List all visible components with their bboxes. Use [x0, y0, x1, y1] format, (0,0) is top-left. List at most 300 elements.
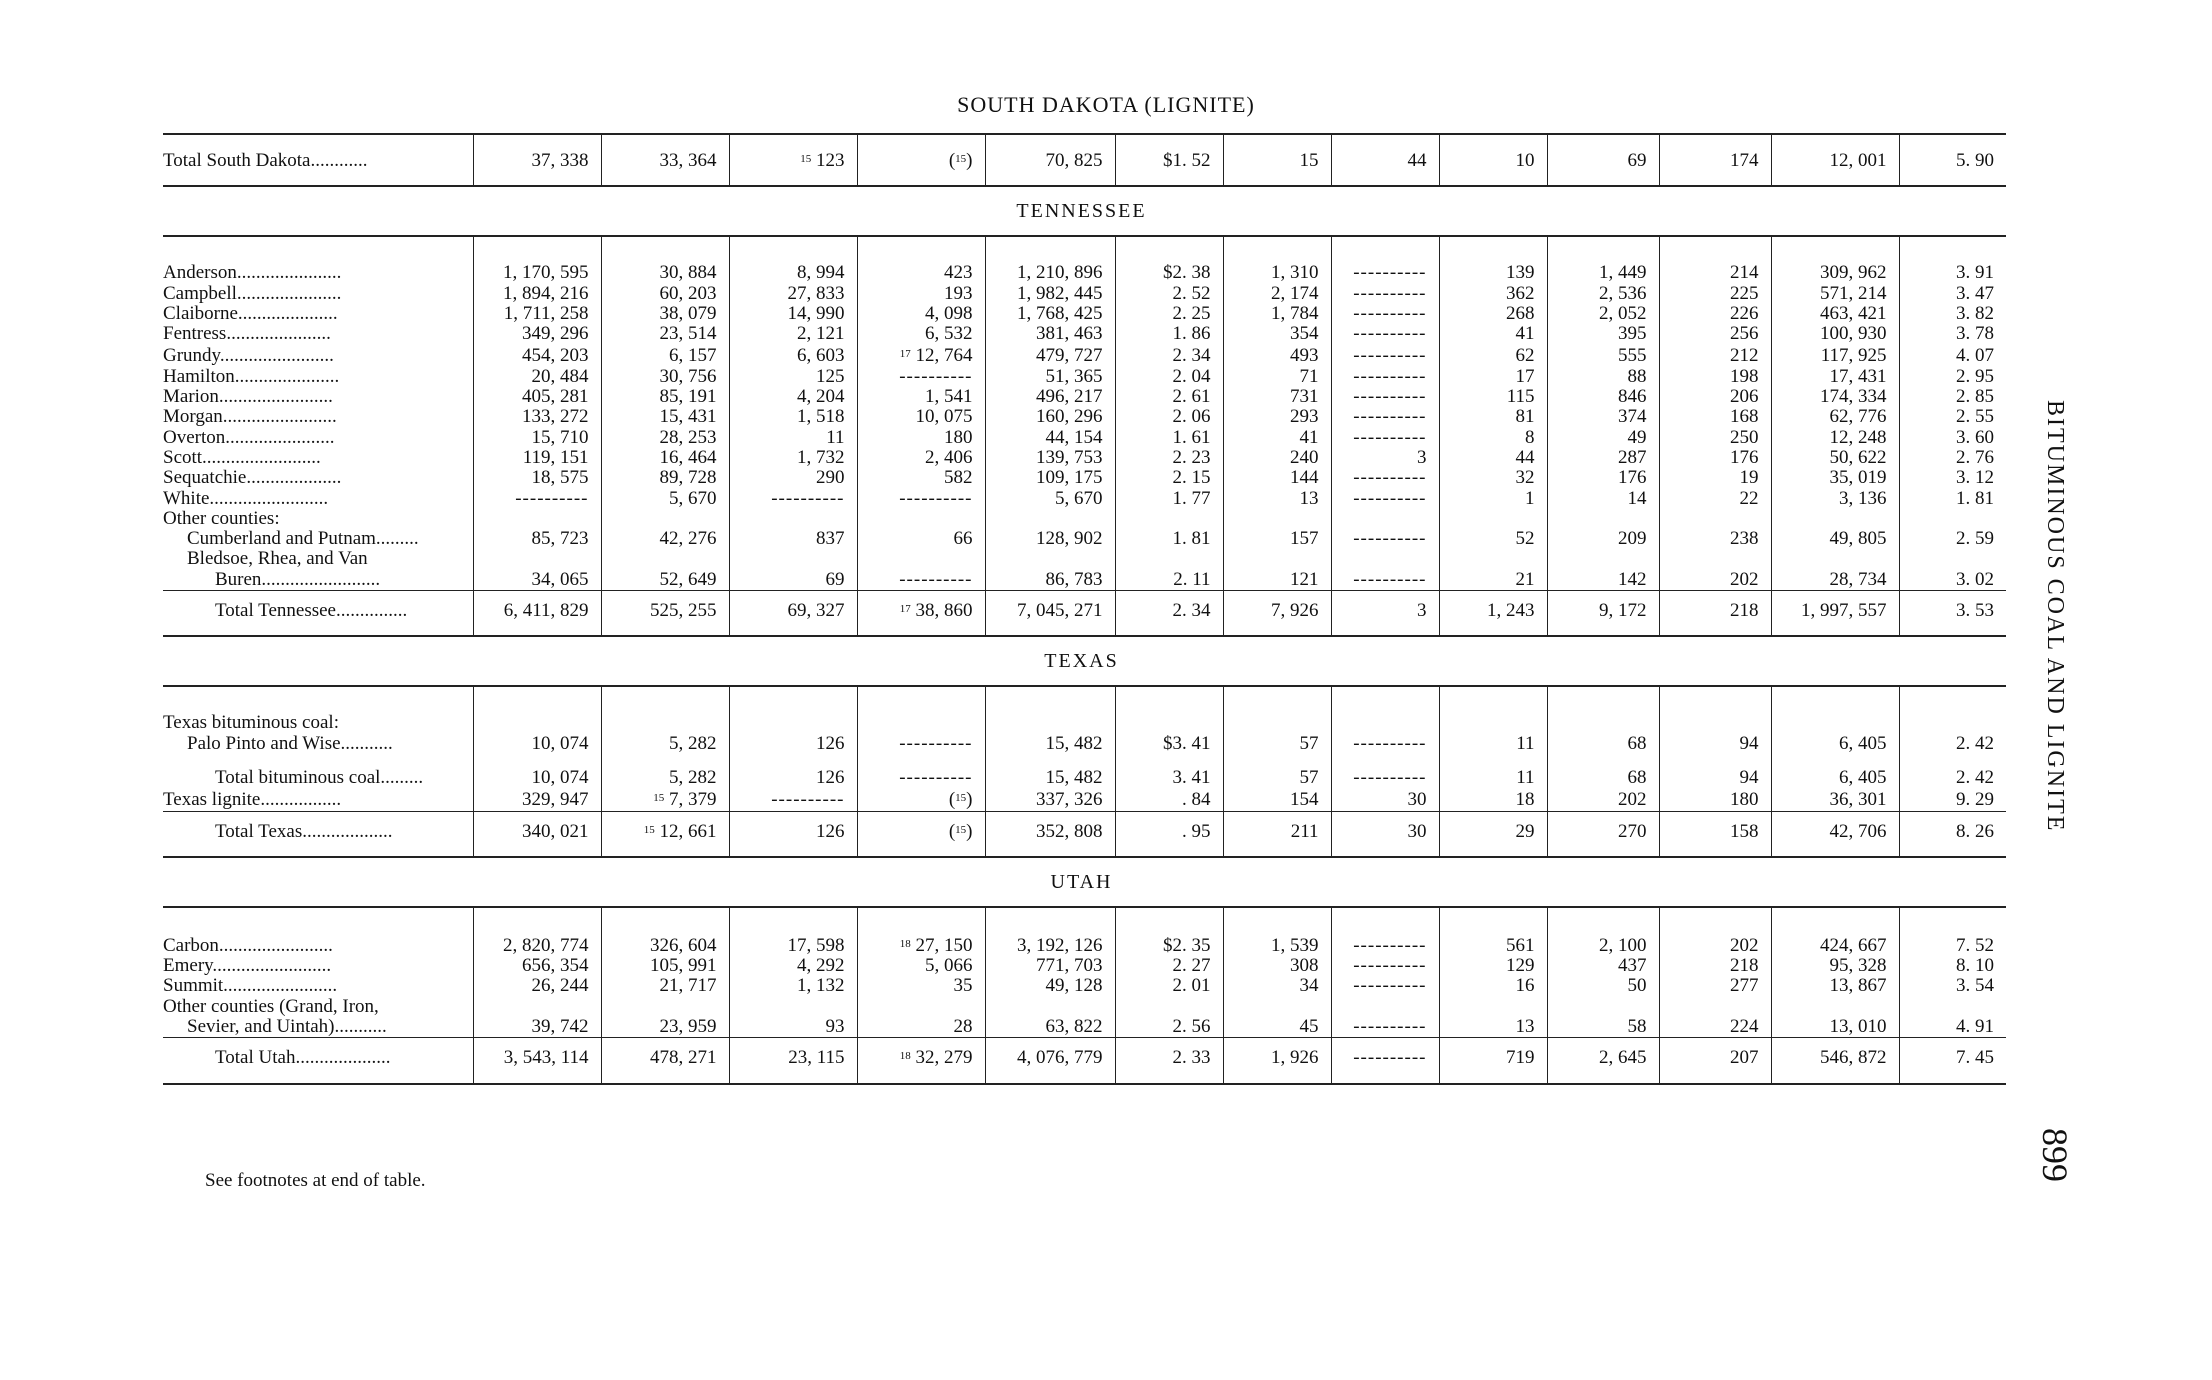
table-cell	[1547, 509, 1659, 529]
table-cell: 352, 808	[985, 811, 1115, 857]
table-cell: ----------	[1331, 956, 1439, 976]
table-cell: 33, 364	[601, 134, 729, 186]
table-cell: 154	[1223, 788, 1331, 811]
row-label: Claiborne.....................	[163, 302, 338, 324]
table-cell: 144	[1223, 468, 1331, 488]
table-cell: 26, 244	[473, 976, 601, 996]
table-cell: 555	[1547, 344, 1659, 366]
table-cell	[1899, 997, 2006, 1017]
table-cell	[1547, 686, 1659, 733]
table-cell: 14, 990	[729, 304, 857, 324]
table-cell: 93	[729, 1017, 857, 1038]
table-cell: 70, 825	[985, 134, 1115, 186]
table-cell	[1439, 686, 1547, 733]
table-row	[163, 788, 2006, 811]
table-cell: 8. 10	[1899, 956, 2006, 976]
row-label: Bledsoe, Rhea, and Van	[187, 548, 368, 570]
table-cell: 496, 217	[985, 387, 1115, 407]
table-cell	[473, 686, 601, 733]
table-cell: ----------	[1331, 387, 1439, 407]
row-label: Morgan........................	[163, 406, 337, 428]
table-cell: 1, 711, 258	[473, 304, 601, 324]
table-cell: ----------	[1331, 1017, 1439, 1038]
table-cell: 13, 010	[1771, 1017, 1899, 1038]
table-cell	[1223, 997, 1331, 1017]
table-cell: 5. 90	[1899, 134, 2006, 186]
table-cell: 100, 930	[1771, 324, 1899, 344]
table-cell: 214	[1659, 236, 1771, 283]
table-row	[163, 489, 2006, 509]
table-cell: 16, 464	[601, 448, 729, 468]
table-cell: 3, 192, 126	[985, 907, 1115, 956]
table-cell	[857, 686, 985, 733]
table-cell	[1771, 997, 1899, 1017]
table-cell: 2. 15	[1115, 468, 1223, 488]
table-cell: 2. 59	[1899, 529, 2006, 549]
table-cell	[1115, 509, 1223, 529]
table-cell: 18, 575	[473, 468, 601, 488]
table-cell: 126	[729, 754, 857, 788]
table-cell: 12, 248	[1771, 428, 1899, 448]
table-cell: ----------	[857, 734, 985, 754]
table-cell: $^{17}$ 38, 860	[857, 591, 985, 637]
table-cell: 3	[1331, 448, 1439, 468]
table-cell: 1, 539	[1223, 907, 1331, 956]
table-cell: 13, 867	[1771, 976, 1899, 996]
table-cell: 15	[1223, 134, 1331, 186]
table-cell: 10, 074	[473, 734, 601, 754]
table-cell: 15, 482	[985, 734, 1115, 754]
table-cell: 22	[1659, 489, 1771, 509]
table-cell	[985, 997, 1115, 1017]
table-cell	[729, 997, 857, 1017]
table-cell	[1115, 549, 1223, 569]
table-cell: 105, 991	[601, 956, 729, 976]
table-row	[163, 367, 2006, 387]
table-cell	[1115, 686, 1223, 733]
table-cell: 62, 776	[1771, 407, 1899, 427]
row-label: Hamilton......................	[163, 365, 340, 387]
table-cell: 6, 405	[1771, 754, 1899, 788]
table-cell: 180	[857, 428, 985, 448]
row-label: Other counties:	[163, 507, 280, 529]
table-cell: 38, 079	[601, 304, 729, 324]
table-cell	[601, 549, 729, 569]
table-row	[163, 284, 2006, 304]
table-row	[163, 1017, 2006, 1038]
table-cell: 209	[1547, 529, 1659, 549]
table-cell: . 84	[1115, 788, 1223, 811]
table-cell	[1659, 686, 1771, 733]
table-cell: 374	[1547, 407, 1659, 427]
table-cell: 226	[1659, 304, 1771, 324]
table-cell: 30	[1331, 811, 1439, 857]
table-cell: 1, 310	[1223, 236, 1331, 283]
table-cell: 9, 172	[1547, 591, 1659, 637]
table-cell	[1115, 997, 1223, 1017]
table-cell: 8, 994	[729, 236, 857, 283]
table-cell: 57	[1223, 754, 1331, 788]
total-row	[163, 1038, 2006, 1084]
table-cell: 2. 04	[1115, 367, 1223, 387]
table-cell: 3. 82	[1899, 304, 2006, 324]
table-cell: 17	[1439, 367, 1547, 387]
section-heading: UTAH	[163, 857, 2006, 907]
table-cell: $^{17}$ 12, 764	[857, 344, 985, 366]
table-cell: 35	[857, 976, 985, 996]
table-cell: 50, 622	[1771, 448, 1899, 468]
table-cell: 6, 532	[857, 324, 985, 344]
table-cell: 4, 292	[729, 956, 857, 976]
table-cell	[1331, 686, 1439, 733]
table-cell: 1, 784	[1223, 304, 1331, 324]
table-cell: 2. 33	[1115, 1038, 1223, 1084]
table-cell: 139	[1439, 236, 1547, 283]
row-label: Cumberland and Putnam.........	[187, 528, 419, 550]
table-cell: 2, 536	[1547, 284, 1659, 304]
row-label: Carbon........................	[163, 934, 333, 956]
table-cell: 582	[857, 468, 985, 488]
table-cell: 2. 11	[1115, 570, 1223, 591]
table-cell: 7. 45	[1899, 1038, 2006, 1084]
table-cell: 2, 121	[729, 324, 857, 344]
table-cell: 731	[1223, 387, 1331, 407]
table-cell: 71	[1223, 367, 1331, 387]
table-cell: 8	[1439, 428, 1547, 448]
table-cell: ----------	[1331, 570, 1439, 591]
table-cell: 14	[1547, 489, 1659, 509]
table-cell: 1. 77	[1115, 489, 1223, 509]
table-cell: 10, 074	[473, 754, 601, 788]
table-cell	[857, 549, 985, 569]
table-cell: $^{15}$ 12, 661	[601, 811, 729, 857]
table-cell: 1, 894, 216	[473, 284, 601, 304]
table-cell: ----------	[1331, 1038, 1439, 1084]
table-cell: 2. 95	[1899, 367, 2006, 387]
row-label: Total Utah....................	[163, 1038, 473, 1084]
table-row	[163, 997, 2006, 1017]
table-cell: 2. 25	[1115, 304, 1223, 324]
table-cell: 2. 01	[1115, 976, 1223, 996]
table-cell: 49	[1547, 428, 1659, 448]
table-cell	[729, 509, 857, 529]
footnote-marker: 15	[955, 792, 967, 805]
footnote-marker: 17	[899, 603, 911, 616]
table-row	[163, 468, 2006, 488]
table-cell: 423	[857, 236, 985, 283]
table-cell: ----------	[1331, 489, 1439, 509]
table-cell: ----------	[1331, 236, 1439, 283]
table-cell: ----------	[1331, 407, 1439, 427]
table-cell: 2. 76	[1899, 448, 2006, 468]
table-cell: 16	[1439, 976, 1547, 996]
table-cell: 3. 02	[1899, 570, 2006, 591]
table-cell	[1659, 549, 1771, 569]
table-row	[163, 324, 2006, 344]
table-cell: $^{15}$ 123	[729, 134, 857, 186]
table-row	[163, 407, 2006, 427]
table-cell: 174	[1659, 134, 1771, 186]
table-cell: 42, 706	[1771, 811, 1899, 857]
row-label: Total Texas...................	[163, 811, 473, 857]
table-cell: ----------	[1331, 529, 1439, 549]
table-cell: 10	[1439, 134, 1547, 186]
table-cell: 2, 820, 774	[473, 907, 601, 956]
table-cell	[1547, 549, 1659, 569]
table-cell: 1	[1439, 489, 1547, 509]
table-cell	[473, 549, 601, 569]
table-cell: 354	[1223, 324, 1331, 344]
table-cell	[985, 509, 1115, 529]
table-cell: 63, 822	[985, 1017, 1115, 1038]
table-cell: 546, 872	[1771, 1038, 1899, 1084]
table-cell: 4, 098	[857, 304, 985, 324]
table-cell: 463, 421	[1771, 304, 1899, 324]
table-cell: 3. 53	[1899, 591, 2006, 637]
table-cell: 36, 301	[1771, 788, 1899, 811]
table-cell: ----------	[1331, 324, 1439, 344]
table-cell: 287	[1547, 448, 1659, 468]
table-cell: 9. 29	[1899, 788, 2006, 811]
table-cell: 1, 768, 425	[985, 304, 1115, 324]
table-cell: 28, 253	[601, 428, 729, 448]
table-cell: 1, 518	[729, 407, 857, 427]
table-cell	[1547, 997, 1659, 1017]
table-row	[163, 344, 2006, 366]
table-cell	[1899, 549, 2006, 569]
table-cell: 308	[1223, 956, 1331, 976]
table-cell: 3. 60	[1899, 428, 2006, 448]
table-cell: 571, 214	[1771, 284, 1899, 304]
table-cell: ----------	[1331, 367, 1439, 387]
table-cell: 424, 667	[1771, 907, 1899, 956]
table-cell: 128, 902	[985, 529, 1115, 549]
row-label: Sevier, and Uintah)...........	[187, 1016, 387, 1038]
table-cell: 212	[1659, 344, 1771, 366]
page-title: SOUTH DAKOTA (LIGNITE)	[957, 92, 1255, 117]
table-cell: 3. 41	[1115, 754, 1223, 788]
table-cell: 126	[729, 734, 857, 754]
table-cell: 3. 47	[1899, 284, 2006, 304]
table-cell: 719	[1439, 1038, 1547, 1084]
table-cell: 176	[1659, 448, 1771, 468]
table-cell: 94	[1659, 734, 1771, 754]
table-cell: 202	[1659, 570, 1771, 591]
table-cell: 5, 282	[601, 754, 729, 788]
table-cell: 193	[857, 284, 985, 304]
table-row	[163, 236, 2006, 283]
table-cell: 2. 34	[1115, 344, 1223, 366]
table-cell: ----------	[1331, 907, 1439, 956]
table-cell: 10, 075	[857, 407, 985, 427]
table-cell: 240	[1223, 448, 1331, 468]
table-cell: 125	[729, 367, 857, 387]
table-cell: 13	[1439, 1017, 1547, 1038]
table-cell	[1659, 997, 1771, 1017]
table-cell	[1223, 509, 1331, 529]
table-cell: 206	[1659, 387, 1771, 407]
table-cell: 49, 128	[985, 976, 1115, 996]
page-number: 899	[2035, 1128, 2075, 1182]
table-cell: 29	[1439, 811, 1547, 857]
table-cell: 176	[1547, 468, 1659, 488]
section-heading: TEXAS	[163, 636, 2006, 686]
table-cell: 168	[1659, 407, 1771, 427]
table-cell: 362	[1439, 284, 1547, 304]
table-cell: 218	[1659, 591, 1771, 637]
table-cell: 15, 431	[601, 407, 729, 427]
table-cell: 42, 276	[601, 529, 729, 549]
table-cell: 81	[1439, 407, 1547, 427]
table-cell: $2. 38	[1115, 236, 1223, 283]
table-cell: 2. 55	[1899, 407, 2006, 427]
table-cell: 493	[1223, 344, 1331, 366]
table-cell: 86, 783	[985, 570, 1115, 591]
table-cell	[1899, 686, 2006, 733]
table-cell: ----------	[857, 570, 985, 591]
table-cell	[1439, 509, 1547, 529]
table-cell: 2. 85	[1899, 387, 2006, 407]
total-row	[163, 134, 2006, 186]
table-cell: 17, 431	[1771, 367, 1899, 387]
table-cell: 6, 603	[729, 344, 857, 366]
table-cell: 1, 997, 557	[1771, 591, 1899, 637]
row-label: Grundy........................	[163, 345, 334, 367]
table-row	[163, 956, 2006, 976]
table-cell: 180	[1659, 788, 1771, 811]
table-cell: 133, 272	[473, 407, 601, 427]
table-row	[163, 734, 2006, 754]
table-cell: 3	[1331, 591, 1439, 637]
table-cell	[1331, 549, 1439, 569]
table-cell: 405, 281	[473, 387, 601, 407]
table-cell	[985, 686, 1115, 733]
table-cell: 5, 670	[985, 489, 1115, 509]
table-cell: 95, 328	[1771, 956, 1899, 976]
table-cell: 3. 91	[1899, 236, 2006, 283]
table-cell: 1. 81	[1899, 489, 2006, 509]
table-cell: 45	[1223, 1017, 1331, 1038]
table-cell: 30	[1331, 788, 1439, 811]
table-row	[163, 428, 2006, 448]
table-cell: $^{18}$ 32, 279	[857, 1038, 985, 1084]
table-row	[163, 304, 2006, 324]
table-cell: 23, 959	[601, 1017, 729, 1038]
section-heading: TENNESSEE	[163, 186, 2006, 236]
table-cell: 454, 203	[473, 344, 601, 366]
table-cell: 5, 670	[601, 489, 729, 509]
table-cell: 846	[1547, 387, 1659, 407]
table-cell: 381, 463	[985, 324, 1115, 344]
table-row	[163, 570, 2006, 591]
table-cell: 126	[729, 811, 857, 857]
table-cell: 69	[1547, 134, 1659, 186]
table-cell: 3, 543, 114	[473, 1038, 601, 1084]
table-cell: 115	[1439, 387, 1547, 407]
table-cell: 2, 406	[857, 448, 985, 468]
table-cell: 207	[1659, 1038, 1771, 1084]
table-cell: 44	[1331, 134, 1439, 186]
table-cell	[1439, 997, 1547, 1017]
table-cell: 4. 07	[1899, 344, 2006, 366]
table-cell: 89, 728	[601, 468, 729, 488]
table-cell	[1439, 549, 1547, 569]
table-cell: 23, 514	[601, 324, 729, 344]
table-cell: 11	[1439, 734, 1547, 754]
table-cell: 293	[1223, 407, 1331, 427]
table-cell: 12, 001	[1771, 134, 1899, 186]
table-cell: 17, 598	[729, 907, 857, 956]
table-cell: 437	[1547, 956, 1659, 976]
table-cell: 35, 019	[1771, 468, 1899, 488]
table-cell: 49, 805	[1771, 529, 1899, 549]
table-row	[163, 549, 2006, 569]
table-cell	[1771, 686, 1899, 733]
table-row	[163, 529, 2006, 549]
table-cell	[1659, 509, 1771, 529]
total-row	[163, 811, 2006, 857]
table-cell: 1, 732	[729, 448, 857, 468]
table-cell	[985, 549, 1115, 569]
table-cell: 5, 066	[857, 956, 985, 976]
table-cell: ----------	[857, 367, 985, 387]
table-cell	[1771, 549, 1899, 569]
table-cell: 225	[1659, 284, 1771, 304]
running-head: BITUMINOUS COAL AND LIGNITE	[2042, 400, 2068, 833]
table-cell: 142	[1547, 570, 1659, 591]
table-cell: 218	[1659, 956, 1771, 976]
table-cell: 1, 926	[1223, 1038, 1331, 1084]
table-cell: 7, 926	[1223, 591, 1331, 637]
table-cell: ----------	[1331, 284, 1439, 304]
table-cell: 1, 210, 896	[985, 236, 1115, 283]
table-cell: 34, 065	[473, 570, 601, 591]
table-cell	[729, 686, 857, 733]
table-cell: 2, 052	[1547, 304, 1659, 324]
table-cell: $1. 52	[1115, 134, 1223, 186]
row-label: Texas lignite.................	[163, 789, 342, 811]
table-cell	[857, 509, 985, 529]
table-cell: 44	[1439, 448, 1547, 468]
table-cell: 69	[729, 570, 857, 591]
footnote-marker: 15	[955, 153, 967, 165]
table-cell: 309, 962	[1771, 236, 1899, 283]
table-cell: ($^{15}$)	[857, 788, 985, 811]
table-cell: 2. 61	[1115, 387, 1223, 407]
table-cell	[473, 509, 601, 529]
table-cell: 62	[1439, 344, 1547, 366]
table-cell: ----------	[857, 489, 985, 509]
table-cell: 1. 81	[1115, 529, 1223, 549]
table-cell: 2. 23	[1115, 448, 1223, 468]
table-cell: $3. 41	[1115, 734, 1223, 754]
table-cell	[473, 997, 601, 1017]
table-cell: 7, 045, 271	[985, 591, 1115, 637]
table-cell	[857, 997, 985, 1017]
table-cell	[601, 686, 729, 733]
table-cell: 3. 12	[1899, 468, 2006, 488]
table-cell: 340, 021	[473, 811, 601, 857]
table-cell: ----------	[1331, 734, 1439, 754]
table-cell: 1, 132	[729, 976, 857, 996]
table-cell: 50	[1547, 976, 1659, 996]
table-cell: 202	[1659, 907, 1771, 956]
row-label: Palo Pinto and Wise...........	[187, 732, 393, 754]
footnote-marker: 15	[643, 823, 655, 836]
row-label: Total South Dakota............	[163, 134, 473, 186]
table-cell: 211	[1223, 811, 1331, 857]
table-cell: 28	[857, 1017, 985, 1038]
